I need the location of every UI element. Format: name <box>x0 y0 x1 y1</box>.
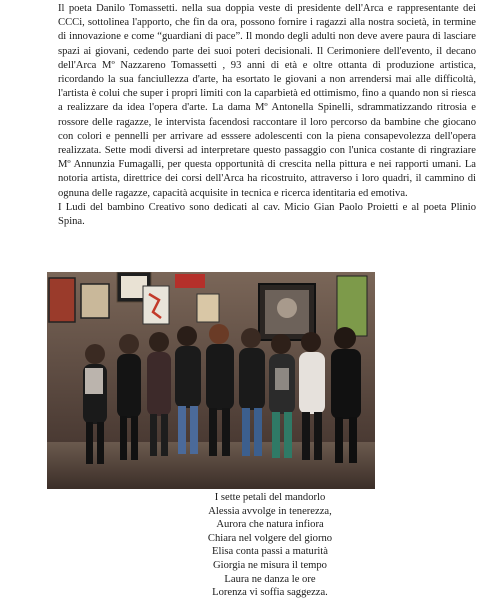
poem-line: Lorenza vi soffia saggezza. <box>212 587 328 599</box>
article-paragraph: Il poeta Danilo Tomassetti. nella sua doppia veste di presidente dell'Arca e rappresentante dei CCCi, sottolinea l'apporto, che fin da ora, possono fornire i ragazzi alla nostra società, in termine di innovazione e come “guardiani di pace”. Il mondo degli adulti non deve avere paura di lasciare spazi ai giovani, cedendo parte dei suoi poteri decisionali. Il Cerimoniere dell'evento, il decano dell'Arca Mº Nazzareno Tomassetti , 93 anni di età e oltre ottanta di produzione artistica, ricordando la sua fanciullezza d'arte, ha esortato le giovani a non arrendersi mai alle difficoltà, l'artista è colui che super i propri limiti con la caparbietà ed ottimismo, fino a quando non si riesca a realizzare da idea l'opera d'arte. La dama Mº Antonella Spinelli, sdrammatizzando ritrosia e rossore delle ragazze, le intervista facendosi raccontare il loro percorso da bambine che giocano con colori e pennelli per arrivare ad esssere adolescenti con la piena consapevolezza dell'opera realizzata. Sette modi diversi ad interpretare questo passaggio con l'unica costante di ringraziare Mº Annunzia Fumagalli, per questa opportunità di crescita nella pittura e nei rapporti umani. La notoria artista, direttrice dei corsi dell'Arca ha ricostruito, attraverso i loro quadri, il cammino di ognuna delle ragazze, capacità acquisite in tecnica e ricerca identitaria ed emotiva. <box>58 3 476 199</box>
article-dedication: I Ludi del bambino Creativo sono dedicati al cav. Micio Gian Paolo Proietti e al poeta Plinio Spina. <box>58 201 476 228</box>
poem-line: Giorgia ne misura il tempo <box>213 559 327 571</box>
poem-line: I sette petali del mandorlo <box>214 492 326 503</box>
poem <box>150 491 390 600</box>
group-photo <box>47 272 375 489</box>
article-text <box>58 2 476 229</box>
poem-line: Aurora che natura infiora <box>216 519 324 531</box>
poem-line: Chiara nel volgere del giorno <box>207 532 333 544</box>
poem-line: Elisa conta passi a maturità <box>212 546 328 558</box>
group-photo-image <box>47 272 375 489</box>
poem-line: Alessia avvolge in tenerezza, <box>208 505 332 517</box>
poem-line: Laura ne danza le ore <box>224 573 316 585</box>
